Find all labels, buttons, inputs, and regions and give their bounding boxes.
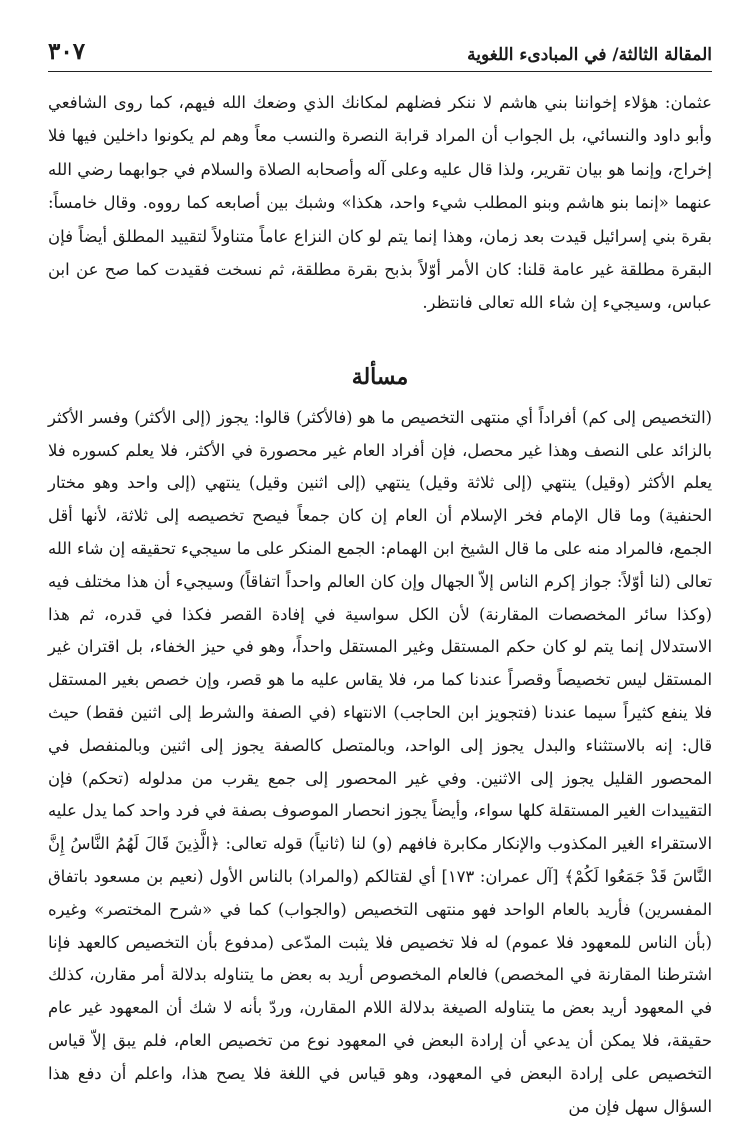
section-title: مسألة <box>351 363 409 390</box>
running-head: المقالة الثالثة/ في المبادىء اللغوية <box>467 45 712 65</box>
page-number: ٣٠٧ <box>48 38 86 65</box>
intro-paragraph: عثمان: هؤلاء إخواننا بني هاشم لا ننكر فضلهم لمكانك الذي وضعك الله فيهم، كما روى الشافعي وأبو داود والنسائي، بل الجواب أن المراد قرابة النصرة والنسب معاً وهم لم يكونوا داخلين فيها فلا إخراج، وإنما هو بيان تقرير، ولذا قال عليه وعلى آله وأصحابه الصلاة والسلام في جوابهما رضي الله عنهما «إنما بنو هاشم وبنو المطلب شيء واحد، هكذا» وشبك بين أصابعه كما رووه. وقال خامساً: بقرة بني إسرائيل قيدت بعد زمان، وهذا إنما يتم لو كان النزاع عاماً متناولاً لتقييد المطلق أيضاً فإن البقرة مطلقة غير عامة قلنا: كان الأمر أوّلاً بذبح بقرة مطلقة، ثم نسخت فقيدت كما صح عن ابن عباس، وسيجيء إن شاء الله تعالى فانتظر. <box>48 93 712 313</box>
page-header <box>48 0 712 72</box>
main-paragraph: (التخصيص إلى كم) أفراداً أي منتهى التخصيص ما هو (فالأكثر) قالوا: يجوز (إلى الأكثر) وفسر الأكثر بالزائد على النصف وهذا غير محصل، فإن أفراد العام غير محصورة في الأكثر، فلا يعلم كسوره فلا يعلم الأكثر (وقيل) ينتهي (إلى ثلاثة وقيل) ينتهي (إلى اثنين وقيل) ينتهي (إلى واحد وهو مختار الحنفية) وما قال الإمام فخر الإسلام أن العام إن كان جمعاً فيصح تخصيصه إلى ثلاثة، لأنها أقل الجمع، فالمراد منه على ما قال الشيخ ابن الهمام: الجمع المنكر على ما سيجيء تحقيقه إن شاء الله تعالى (لنا أوّلاً: جواز إكرم الناس إلاّ الجهال وإن كان العالم واحداً اتفاقاً) وسيجيء أن هذا مختلف فيه (وكذا سائر المخصصات المقارنة) لأن الكل سواسية في إفادة القصر فكذا في قدره، ثم هذا الاستدلال إنما يتم لو كان حكم المستقل وغير المستقل واحداً، وهو في حيز الخفاء، بل اقتران غير المستقل ليس تخصيصاً وقصراً عندنا كما مر، فلا يقاس عليه ما هو قصر، وإن خصص بغير المستقل فلا ينفع كثيراً سيما عندنا (فتجويز ابن الحاجب) الانتهاء (في الصفة والشرط إلى اثنين فقط) حيث قال: إنه بالاستثناء والبدل يجوز إلى الواحد، وبالمتصل كالصفة يجوز إلى اثنين وبالمنفصل في المحصور القليل يجوز إلى الاثنين. وفي غير المحصور إلى جمع يقرب من مدلوله (تحكم) فإن التقييدات الغير المستقلة كلها سواء، وأيضاً يجوز انحصار الموصوف بصفة في فرد واحد كما يدل عليه الاستقراء الغير المكذوب والإنكار مكابرة فافهم (و) لنا (ثانياً) قوله تعالى: ﴿الَّذِينَ قَالَ لَهُمُ النَّاسُ إِنَّ النَّاسَ قَدْ جَمَعُوا لَكُمْ﴾ [آل عمران: ١٧٣] أي لقتالكم (والمراد) بالناس الأول (نعيم بن مسعود باتفاق المفسرين) فأريد بالعام الواحد فهو منتهى التخصيص (والجواب) كما في «شرح المختصر» وغيره (بأن الناس للمعهود فلا عموم) له فلا تخصيص فلا يثبت المدّعى (مدفوع بأن التخصيص كالعهد فإنا اشترطنا المقارنة في المخصص) فالعام المخصوص أريد به بعض ما يتناوله بدلالة أمر مقارن، كذلك في المعهود أريد بعض ما يتناوله الصيغة بدلالة اللام المقارن، وردّ بأنه لا شك أن المعهود غير عام حقيقة، فلا يمكن أن يدعي أن إرادة البعض في المعهود نوع من تخصيص العام، فلم يبق إلاّ قياس التخصيص على إرادة البعض في المعهود، وهو قياس في اللغة فلا يصح هذا، واعلم أن دفع هذا السؤال سهل فإن من <box>48 407 712 1116</box>
